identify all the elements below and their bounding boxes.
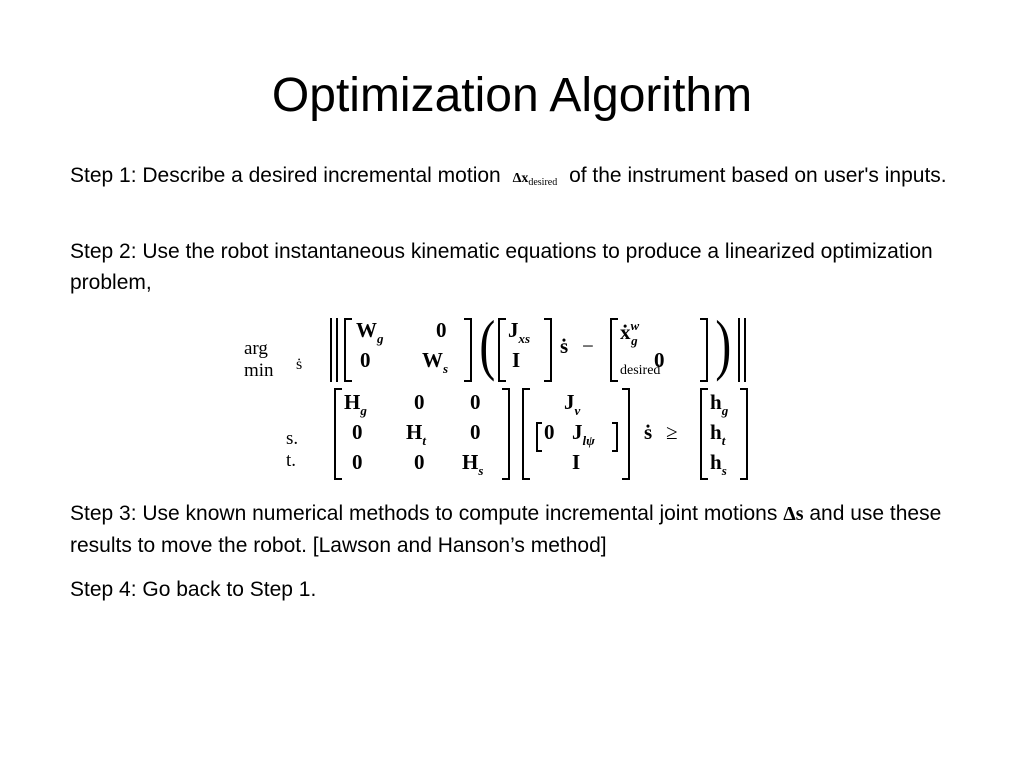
matrix-w-zero-2: 0 — [360, 348, 371, 372]
matrix-h-zero-12: 0 — [414, 390, 425, 414]
s-dot-1: ṡ — [560, 334, 569, 358]
bracket-hvec-right — [740, 388, 748, 480]
bracket-w-right — [464, 318, 472, 382]
matrix-j-lpsi: $J_{l\psi}$ — [572, 420, 595, 448]
geq-sign: ≥ — [666, 420, 678, 444]
vector-h-t: $h_t$ — [710, 420, 726, 448]
delta-x: Δx — [512, 171, 529, 186]
step-4-text: Step 4: Go back to Step 1. — [70, 578, 317, 601]
matrix-j-xs: $J_{xs}$ — [508, 318, 531, 346]
vector-h-g: $h_g$ — [710, 390, 729, 418]
bracket-h-right — [502, 388, 510, 480]
matrix-h-zero-21: 0 — [352, 420, 363, 444]
step-3-text — [70, 498, 970, 561]
bracket-x-left — [610, 318, 618, 382]
bracket-h-left — [334, 388, 342, 480]
step-3-before: Step 3: Use known numerical methods to compute incremental joint motions — [70, 502, 784, 525]
paren-left: ( — [479, 306, 496, 382]
norm-bar-right-2 — [744, 318, 746, 382]
step-1-after: of the instrument based on user's inputs. — [563, 164, 947, 187]
bracket-inner-right — [612, 422, 618, 452]
delta-x-desired-symbol — [507, 160, 564, 198]
bracket-j-right — [544, 318, 552, 382]
bracket-j-left — [498, 318, 506, 382]
matrix-h-t: $H_t$ — [406, 420, 426, 448]
matrix-h-zero-13: 0 — [470, 390, 481, 414]
matrix-w-s: $W_s$ — [422, 348, 449, 376]
step-3-after: and use these results to move the robot. [Lawson and Hanson’s method] — [70, 502, 942, 557]
matrix-inner-zero: 0 — [544, 420, 555, 444]
slide-title: Optimization Algorithm — [271, 69, 753, 122]
desired-subscript: desired — [528, 177, 558, 188]
bracket-inner-left — [536, 422, 542, 452]
vector-zero: 0 — [654, 348, 665, 372]
matrix-w-zero-1: 0 — [436, 318, 447, 342]
matrix-j-v: $J_v$ — [564, 390, 581, 418]
matrix-w-g: $W_g$ — [356, 318, 384, 346]
vector-h-s: $h_s$ — [710, 450, 727, 478]
minus-sign: − — [582, 334, 594, 358]
matrix-h-g: $H_g$ — [344, 390, 367, 418]
matrix-h-zero-32: 0 — [414, 450, 425, 474]
matrix-h-zero-31: 0 — [352, 450, 363, 474]
paren-right: ) — [715, 306, 732, 382]
step-1-before: Step 1: Describe a desired incremental motion — [70, 164, 507, 187]
subject-to-label: s. t. — [286, 428, 299, 471]
argmin-variable: ṡ — [296, 356, 303, 373]
x-dot-w-g-desired: ẋ$^w_g$ $_{desired}$ — [620, 318, 661, 378]
matrix-identity: I — [512, 348, 521, 372]
matrix-h-s: $H_s$ — [462, 450, 484, 478]
s-dot-2: ṡ — [644, 420, 653, 444]
bracket-hvec-left — [700, 388, 708, 480]
norm-bar-left-2 — [336, 318, 338, 382]
bracket-x-right — [700, 318, 708, 382]
step-1-text — [70, 160, 970, 198]
matrix-identity-2: I — [572, 450, 581, 474]
delta-s-symbol: Δs — [783, 503, 804, 525]
bracket-w-left — [344, 318, 352, 382]
step-2-text: Step 2: Use the robot instantaneous kinematic equations to produce a linearized optimization problem, — [70, 240, 933, 294]
bracket-jstack-right — [622, 388, 630, 480]
argmin-label: arg min — [244, 338, 274, 381]
bracket-jstack-left — [522, 388, 530, 480]
matrix-h-zero-23: 0 — [470, 420, 481, 444]
norm-bar-left-1 — [330, 318, 332, 382]
norm-bar-right-1 — [738, 318, 740, 382]
